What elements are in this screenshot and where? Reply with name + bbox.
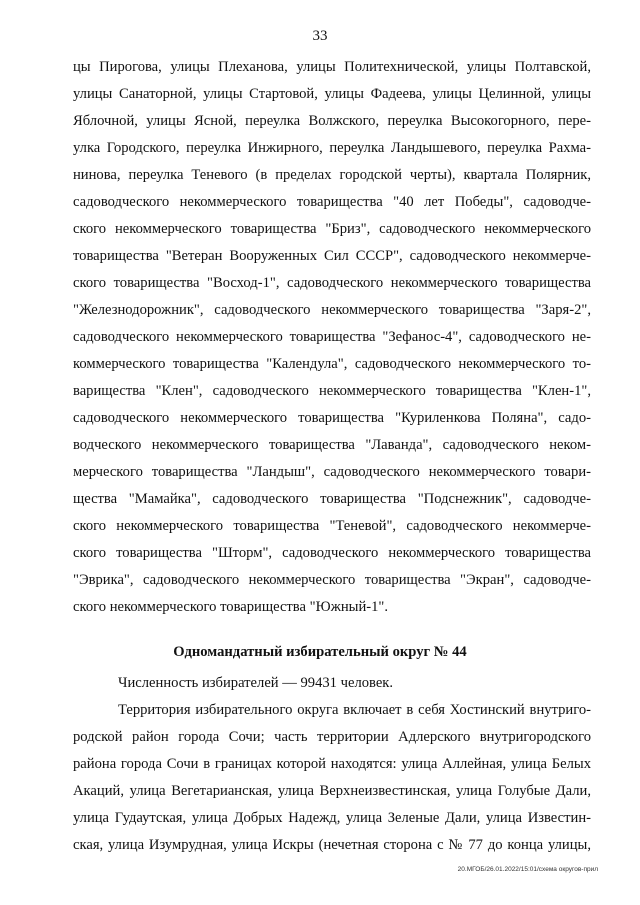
text-line: ского некоммерческого товарищества "Теневой", садоводческого некоммерче- — [73, 518, 591, 534]
district-heading: Одномандатный избирательный округ № 44 — [173, 644, 467, 660]
territory-line: Акаций, улица Вегетарианская, улица Верхнеизвестинская, улица Голубые Дали, — [73, 783, 591, 799]
text-line: коммерческого товарищества "Календула", садоводческого некоммерческого то- — [73, 356, 591, 372]
text-line: Яблочной, улицы Ясной, переулка Волжского, переулка Высокогорного, пере- — [73, 113, 591, 129]
text-line: мерческого товарищества "Ландыш", садоводческого некоммерческого товари- — [73, 464, 591, 480]
text-line: цы Пирогова, улицы Плеханова, улицы Политехнической, улицы Полтавской, — [73, 59, 591, 75]
text-line: улицы Санаторной, улицы Стартовой, улицы Фадеева, улицы Целинной, улицы — [73, 86, 591, 102]
voters-count-line: Численность избирателей — 99431 человек. — [118, 675, 394, 691]
text-line: ского товарищества "Восход-1", садоводческого некоммерческого товарищества — [73, 275, 591, 291]
text-line: садоводческого некоммерческого товарищества "Куриленкова Поляна", садо- — [73, 410, 591, 426]
text-line: товарищества "Ветеран Вооруженных Сил СССР", садоводческого некоммерче- — [73, 248, 591, 264]
text-line: "Эврика", садоводческого некоммерческого товарищества "Экран", садоводче- — [73, 572, 591, 588]
text-line: садоводческого некоммерческого товарищества "40 лет Победы", садоводче- — [73, 194, 591, 210]
text-line: "Железнодорожник", садоводческого некоммерческого товарищества "Заря-2", — [73, 302, 591, 318]
text-line: водческого некоммерческого товарищества "Лаванда", садоводческого неком- — [73, 437, 591, 453]
text-line: ского некоммерческого товарищества "Бриз", садоводческого некоммерческого — [73, 221, 591, 237]
text-line: щества "Мамайка", садоводческого товарищества "Подснежник", садоводче- — [73, 491, 591, 507]
page-number: 33 — [312, 28, 328, 44]
territory-line: родской район города Сочи; часть территории Адлерского внутригородского — [73, 729, 591, 745]
text-line: нинова, переулка Теневого (в пределах городской черты), квартала Полярник, — [73, 167, 591, 183]
text-line: варищества "Клен", садоводческого некоммерческого товарищества "Клен-1", — [73, 383, 591, 399]
footer-document-code: 20.МГОБ/26.01.2022/15:01/схема округов-прил — [457, 866, 598, 873]
text-line: ского товарищества "Шторм", садоводческого некоммерческого товарищества — [73, 545, 591, 561]
text-line: садоводческого некоммерческого товарищества "Зефанос-4", садоводческого не- — [73, 329, 591, 345]
territory-line: ская, улица Изумрудная, улица Искры (нечетная сторона с № 77 до конца улицы, — [73, 837, 591, 853]
text-line: улка Городского, переулка Инжирного, переулка Ландышевого, переулка Рахма- — [73, 140, 591, 156]
territory-line: Территория избирательного округа включает в себя Хостинский внутриго- — [118, 702, 591, 718]
territory-line: района города Сочи в границах которой находятся: улица Аллейная, улица Белых — [73, 756, 591, 772]
territory-line: улица Гудаутская, улица Добрых Надежд, улица Зеленые Дали, улица Известин- — [73, 810, 591, 826]
text-line: ского некоммерческого товарищества "Южный-1". — [73, 599, 389, 615]
